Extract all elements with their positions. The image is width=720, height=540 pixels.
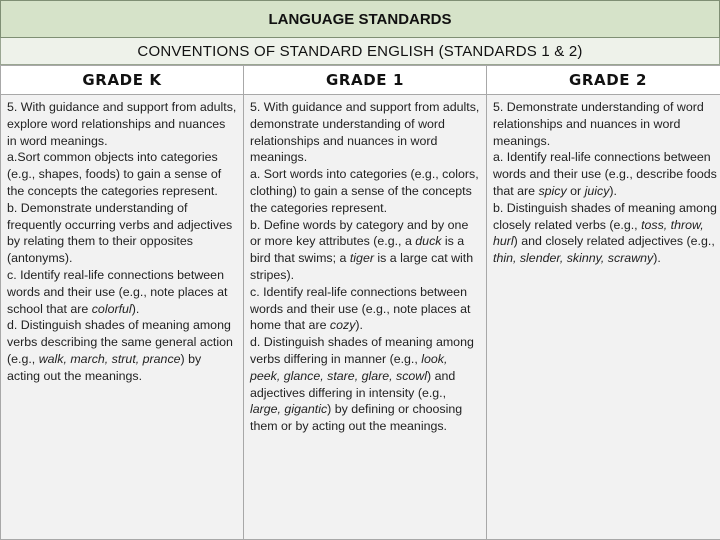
example-word: spicy [538, 183, 567, 198]
cell-grade-1 [244, 95, 487, 540]
table-row [1, 95, 720, 540]
example-word: cozy [329, 318, 356, 333]
text-run: b. Define words by category and by one or more key attributes (e.g., a [250, 217, 469, 249]
text-run: ) by acting out the meanings. [7, 351, 202, 383]
text-run: ). [355, 318, 363, 333]
text-run: ). [609, 183, 617, 198]
text-run: is a bird that swims; a [250, 234, 465, 266]
text-run: ). [131, 301, 140, 316]
column-header-grade-k: GRADE K [1, 66, 244, 95]
standard-5d [7, 317, 237, 384]
example-word: colorful [91, 301, 132, 316]
standard-5: 5. With guidance and support from adults, demonstrate understanding of word relationships and nuances in word meanings. [250, 100, 480, 165]
text-run: ) by defining or choosing them or by acting out the meanings. [250, 402, 463, 434]
text-run: c. Identify real-life connections between words and their use (e.g., note places at home that are [250, 284, 471, 333]
text-run: a. Identify real-life connections between words and their use (e.g., describe foods that are [493, 150, 717, 198]
text-run: ). [653, 251, 661, 266]
cell-grade-2 [487, 95, 720, 540]
standard-5: 5. With guidance and support from adults, explore word relationships and nuances in word meanings. [7, 100, 237, 148]
standard-5b [250, 217, 480, 284]
text-run: d. Distinguish shades of meaning among verbs differing in manner (e.g., [250, 335, 474, 366]
standard-5a [493, 149, 720, 199]
example-word: tiger [349, 251, 374, 266]
standard-5b: b. Demonstrate understanding of frequently occurring verbs and adjectives by relating them to their opposites (antonyms). [7, 200, 233, 266]
standard-5b [493, 200, 720, 267]
standard-5c [250, 284, 480, 334]
example-word: duck [415, 234, 442, 249]
standard-5a: a. Sort words into categories (e.g., colors, clothing) to gain a sense of the concepts the categories represent. [250, 167, 479, 215]
text-run: b. Distinguish shades of meaning among closely related verbs (e.g., [493, 200, 717, 232]
standard-5d [250, 334, 480, 435]
example-word: look, peek, glance, stare, glare, scowl [250, 351, 448, 383]
text-run: c. Identify real-life connections between words and their use (e.g., note places at school that are [7, 267, 228, 316]
table-header-row [1, 66, 720, 95]
standard-5: 5. Demonstrate understanding of word relationships and nuances in word meanings. [493, 100, 704, 148]
text-run: d. Distinguish shades of meaning among verbs describing the same general action (e.g., [7, 318, 233, 366]
text-run: is a large cat with stripes). [250, 251, 474, 282]
example-word: thin, slender, skinny, scrawny [493, 251, 654, 266]
text-run: or [566, 183, 585, 198]
standard-5a: a.Sort common objects into categories (e.g., shapes, foods) to gain a sense of the concepts the categories represent. [7, 150, 222, 198]
text-run: ) and adjectives differing in intensity (e.g., [250, 368, 456, 400]
column-header-grade-2: GRADE 2 [487, 66, 720, 95]
text-run: ) and closely related adjectives (e.g., [513, 234, 715, 249]
column-header-grade-1: GRADE 1 [244, 66, 487, 95]
page-title: LANGUAGE STANDARDS [0, 0, 720, 38]
page-subtitle: CONVENTIONS OF STANDARD ENGLISH (STANDARDS 1 & 2) [0, 38, 720, 65]
standards-table [0, 65, 720, 540]
example-word: walk, march, strut, prance [38, 351, 181, 366]
example-word: toss, throw, hurl [493, 217, 704, 249]
example-word: juicy [584, 183, 610, 198]
standard-5c [7, 267, 237, 317]
cell-grade-k [1, 95, 244, 540]
example-word: large, gigantic [250, 402, 328, 417]
